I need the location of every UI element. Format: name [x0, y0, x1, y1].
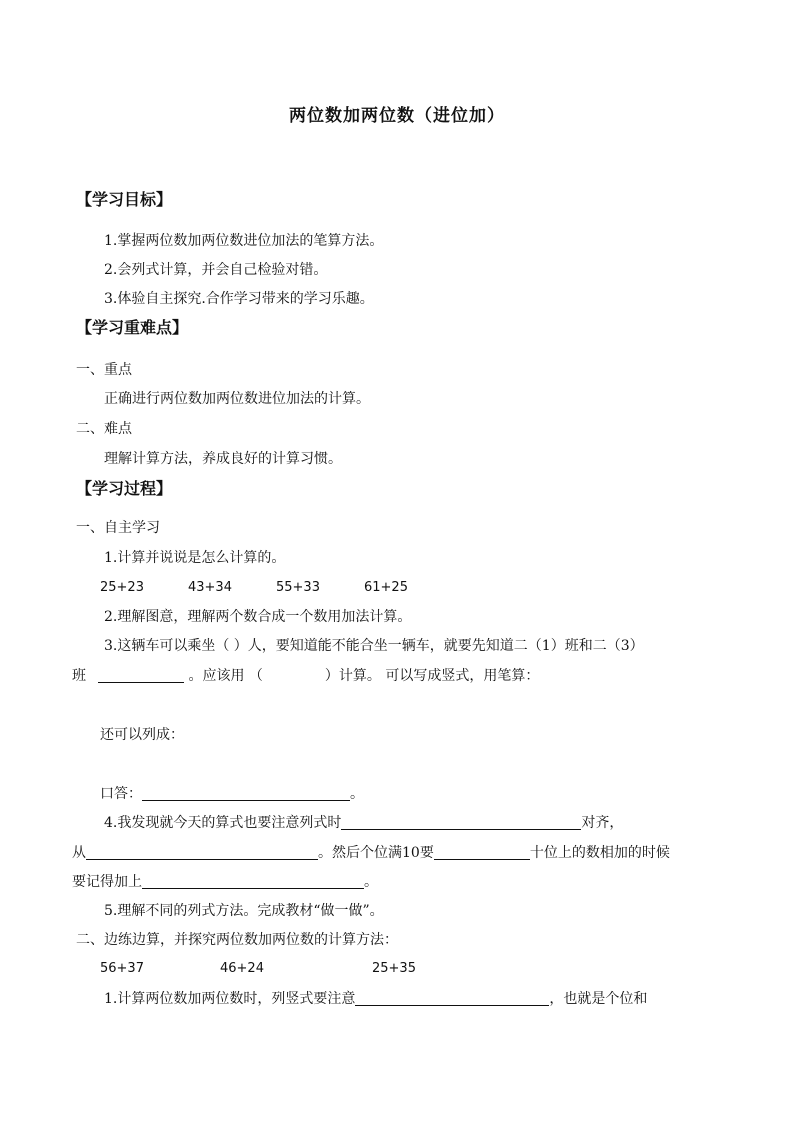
key-points-heading: 【学习重难点】: [76, 318, 189, 337]
q4-text-f: 要记得加上: [72, 874, 142, 890]
question-3-line2: [72, 666, 539, 686]
answer-end: 。: [350, 786, 364, 802]
q1-expr-3: 55+33: [276, 580, 320, 595]
q4-blank-3[interactable]: [434, 845, 530, 860]
question-4-line2: [72, 843, 670, 863]
q1-expr-4: 61+25: [364, 580, 408, 595]
q1-expr-1: 25+23: [100, 580, 144, 595]
part1-label: 一、自主学习: [76, 520, 160, 536]
q4-text-c: 从: [72, 845, 86, 861]
q4-text-e: 十位上的数相加的时候: [529, 845, 670, 861]
goal-item-3: 3.体验自主探究.合作学习带来的学习乐趣。: [104, 291, 374, 307]
question-4-line3: [72, 872, 378, 892]
answer-blank[interactable]: [142, 786, 350, 801]
q4-blank-1[interactable]: [341, 815, 581, 830]
question-3-line1: 3.这辆车可以乘坐（ ）人，要知道能不能合坐一辆车，就要先知道二（1）班和二（3）: [104, 638, 644, 654]
key-text: 正确进行两位数加两位数进位加法的计算。: [104, 391, 370, 407]
question-4-line1: [104, 813, 623, 833]
q1-expr-2: 43+34: [188, 580, 232, 595]
page-title: 两位数加两位数（进位加）: [289, 106, 505, 126]
q3-vertical-text: ）计算。 可以写成竖式，用笔算：: [324, 668, 540, 684]
p2q1-text-a: 1.计算两位数加两位数时，列竖式要注意: [104, 991, 356, 1007]
part2-expr-3: 25+35: [372, 961, 416, 976]
q3-class-text: 班: [72, 668, 86, 684]
difficult-label: 二、难点: [76, 421, 132, 437]
p2q1-text-b: ，也就是个位和: [549, 991, 648, 1007]
q3-method-text: 。应该用 （: [188, 668, 263, 684]
process-heading: 【学习过程】: [76, 479, 173, 498]
goal-item-2: 2.会列式计算，并会自己检验对错。: [104, 262, 328, 278]
also-text: 还可以列成：: [100, 727, 184, 743]
p2q1-blank[interactable]: [355, 991, 549, 1006]
q4-blank-2[interactable]: [86, 845, 318, 860]
question-5: 5.理解不同的列式方法。完成教材“做一做”。: [104, 903, 384, 919]
key-label: 一、重点: [76, 362, 132, 378]
q3-blank-1[interactable]: [98, 668, 184, 683]
q4-text-g: 。: [364, 874, 378, 890]
answer-label: 口答：: [100, 786, 142, 802]
question-1: 1.计算并说说是怎么计算的。: [104, 550, 286, 566]
difficult-text: 理解计算方法，养成良好的计算习惯。: [104, 451, 342, 467]
goals-heading: 【学习目标】: [76, 190, 173, 209]
question-2: 2.理解图意，理解两个数合成一个数用加法计算。: [104, 609, 412, 625]
q4-text-d: 。然后个位满10要: [318, 845, 434, 861]
part2-question-1: [104, 989, 647, 1009]
q4-text-b: 对齐，: [581, 815, 624, 831]
part2-expr-1: 56+37: [100, 961, 144, 976]
part2-label: 二、边练边算，并探究两位数加两位数的计算方法：: [76, 932, 398, 948]
q4-blank-4[interactable]: [142, 874, 364, 889]
answer-line: [100, 784, 364, 804]
part2-expr-2: 46+24: [220, 961, 264, 976]
q4-text-a: 4.我发现就今天的算式也要注意列式时: [104, 815, 342, 831]
goal-item-1: 1.掌握两位数加两位数进位加法的笔算方法。: [104, 233, 384, 249]
